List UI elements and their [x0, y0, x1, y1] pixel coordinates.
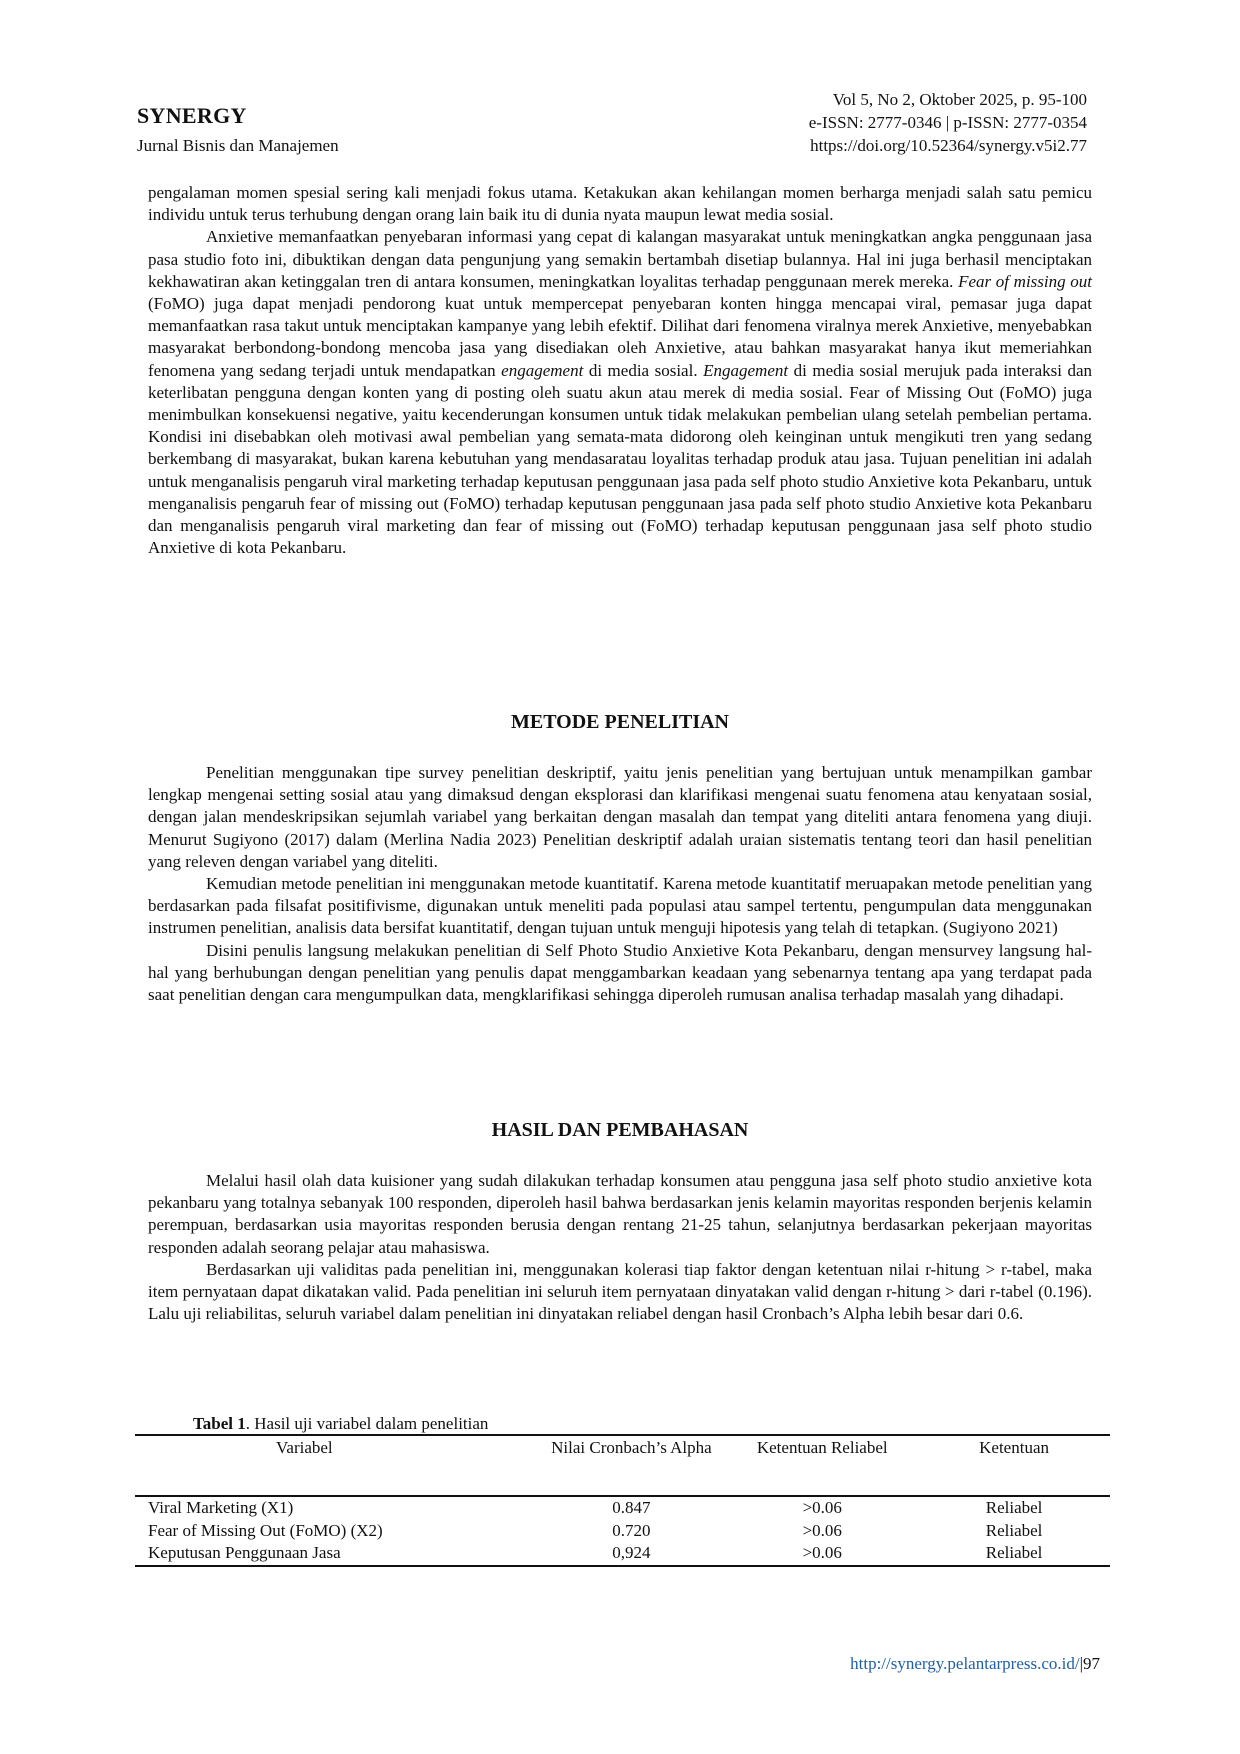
metode-paragraph-3: Disini penulis langsung melakukan penelitian di Self Photo Studio Anxietive Kota Pekanbaru, dengan mensurvey langsung hal-hal yang berhubungan dengan penelitian yang penulis dapat menggambarkan keadaan yang sebenarnya tentang apa yang terdapat pada saat penelitian dengan cara mengumpulkan data, mengklarifikasi sehingga diperoleh rumusan analisa terhadap masalah yang dihadapi. — [148, 940, 1092, 1005]
cell-alpha: 0.720 — [612, 1520, 651, 1540]
cell-variabel: Fear of Missing Out (FoMO) (X2) — [148, 1520, 383, 1540]
intro-paragraph-2 — [148, 226, 1092, 559]
header-variabel: Variabel — [276, 1438, 333, 1457]
hasil-heading: HASIL DAN PEMBAHASAN — [491, 1119, 749, 1141]
results-table — [135, 1434, 1110, 1567]
table-caption-label: Tabel 1 — [193, 1414, 246, 1433]
cell-ketentuan-reliabel: >0.06 — [802, 1543, 842, 1562]
metode-paragraph-2: Kemudian metode penelitian ini menggunakan metode kuantitatif. Karena metode kuantitatif meruapakan metode penelitian yang berdasarkan pada filsafat positifivisme, digunakan untuk meneliti pada populasi atau sampel tertentu, pengumpulan data menggunakan instrumen penelitian, analisis data bersifat kuantitatif, dengan tujuan untuk menguji hipotesis yang telah di tetapkan. (Sugiyono 2021) — [148, 874, 1092, 938]
journal-name: SYNERGY — [137, 103, 247, 128]
intro-p2-engagement2-italic: Engagement — [703, 360, 789, 380]
intro-p2-text-c: di media sosial. — [583, 360, 704, 380]
intro-section — [148, 182, 1092, 559]
cell-variabel: Viral Marketing (X1) — [148, 1498, 294, 1517]
table-caption — [193, 1413, 488, 1435]
intro-p2-engagement-italic: engagement — [501, 360, 584, 380]
journal-header-left — [137, 103, 339, 157]
cell-alpha: 0,924 — [612, 1543, 651, 1562]
cell-ketentuan-reliabel: >0.06 — [802, 1498, 842, 1517]
metode-section — [148, 762, 1092, 1006]
hasil-paragraph-1: Melalui hasil olah data kuisioner yang sudah dilakukan terhadap konsumen atau pengguna jasa self photo studio anxietive kota pekanbaru yang totalnya sebanyak 100 responden, diperoleh hasil bahwa berdasarkan jenis kelamin mayoritas responden berjenis kelamin perempuan, berdasarkan usia mayoritas responden berusia dengan rentang 21-25 tahun, selanjutnya berdasarkan pekerjaan mayoritas responden adalah seorang pelajar atau mahasiswa. — [148, 1171, 1092, 1257]
metode-paragraph-1: Penelitian menggunakan tipe survey penelitian deskriptif, yaitu jenis penelitian yang bertujuan untuk menampilkan gambar lengkap mengenai setting sosial atau yang dimaksud dengan eksplorasi dan klarifikasi mengenai suatu fenomena atau kenyataan sosial, dengan jalan mendeskripsikan sejumlah variabel yang berkaitan dengan masalah dan tempat yang diteliti antara fenomena yang diuji. Menurut Sugiyono (2017) dalam (Merlina Nadia 2023) Penelitian deskriptif adalah uraian sistematis tentang teori dan hasil penelitian yang releven dengan variabel yang diteliti. — [148, 763, 1092, 871]
cell-alpha: 0.847 — [612, 1498, 651, 1517]
cell-ketentuan: Reliabel — [985, 1520, 1043, 1540]
intro-p2-text-a: Anxietive memanfaatkan penyebaran informasi yang cepat di kalangan masyarakat untuk meningkatkan angka penggunaan jasa pasa studio foto ini, dibuktikan dengan data pengunjung yang semakin bertambah disetiap bulannya. Hal ini juga berhasil menciptakan kekhawatiran akan ketinggalan tren di antara konsumen, meningkatkan loyalitas terhadap penggunaan merek mereka. — [148, 227, 1092, 291]
header-cronbach-alpha: Nilai Cronbach’s Alpha — [551, 1438, 712, 1457]
intro-p2-text-d: di media sosial merujuk pada interaksi dan keterlibatan pengguna dengan konten yang di posting oleh suatu akun atau merek di media sosial. Fear of Missing Out (FoMO) juga menimbulkan konsekuensi negative, yaitu kecenderungan konsumen untuk tidak melakukan pembelian ulang setelah pembelian pertama. Kondisi ini disebabkan oleh motivasi awal pembelian yang semata-mata didorong oleh keinginan untuk mengikuti tren yang sedang berkembang di masyarakat, bukan karena kebutuhan yang mendasaratau loyalitas terhadap produk atau jasa. Tujuan penelitian ini adalah untuk menganalisis pengaruh viral marketing terhadap keputusan penggunaan jasa pada self photo studio Anxietive kota Pekanbaru, untuk menganalisis pengaruh fear of missing out (FoMO) terhadap keputusan penggunaan jasa pada self photo studio Anxietive kota Pekanbaru dan menganalisis pengaruh viral marketing dan fear of missing out (FoMO) terhadap keputusan penggunaan jasa self photo studio Anxietive di kota Pekanbaru. — [148, 360, 1093, 558]
doi-line[interactable]: https://doi.org/10.52364/synergy.v5i2.77 — [810, 136, 1087, 155]
results-table-wrapper — [135, 1434, 1110, 1567]
page-number: |97 — [1079, 1654, 1100, 1673]
table-row — [135, 1542, 1110, 1566]
table-row — [135, 1520, 1110, 1543]
intro-paragraph-1: pengalaman momen spesial sering kali menjadi fokus utama. Ketakukan akan kehilangan momen berharga menjadi salah satu pemicu individu untuk terus terhubung dengan orang lain baik itu di dunia nyata maupun lewat media sosial. — [148, 183, 1092, 225]
hasil-paragraph-2: Berdasarkan uji validitas pada penelitian ini, menggunakan kolerasi tiap faktor dengan ketentuan nilai r-hitung > r-tabel, maka item pernyataan dapat dikatakan valid. Pada penelitian ini seluruh item pernyataan dinyatakan valid dengan r-hitung > dari r-tabel (0.196). Lalu uji reliabilitas, seluruh variabel dalam penelitian ini dinyatakan reliabel dengan hasil Cronbach’s Alpha lebih besar dari 0.6. — [148, 1259, 1092, 1324]
table-header-row — [135, 1435, 1110, 1496]
issn-line: e-ISSN: 2777-0346 | p-ISSN: 2777-0354 — [808, 113, 1087, 132]
table-caption-text: . Hasil uji variabel dalam penelitian — [245, 1414, 489, 1433]
cell-ketentuan-reliabel: >0.06 — [802, 1520, 842, 1540]
cell-ketentuan: Reliabel — [985, 1498, 1043, 1517]
journal-subtitle: Jurnal Bisnis dan Manajemen — [137, 136, 339, 155]
page-footer — [850, 1653, 1100, 1675]
intro-p2-fomo-italic: Fear of missing out — [958, 271, 1093, 291]
header-ketentuan-reliabel: Ketentuan Reliabel — [756, 1438, 888, 1457]
hasil-section — [148, 1170, 1092, 1325]
cell-ketentuan: Reliabel — [985, 1543, 1043, 1562]
cell-variabel: Keputusan Penggunaan Jasa — [148, 1543, 341, 1562]
header-ketentuan: Ketentuan — [979, 1438, 1049, 1457]
table-row — [135, 1496, 1110, 1520]
journal-url-link[interactable]: http://synergy.pelantarpress.co.id/ — [850, 1654, 1080, 1673]
intro-p2-text-b: (FoMO) juga dapat menjadi pendorong kuat untuk mempercepat penyebaran konten hingga mencapai viral, pemasar juga dapat memanfaatkan rasa takut untuk menciptakan kampanye yang lebih efektif. Dilihat dari fenomena viralnya merek Anxietive, menyebabkan masyarakat berbondong-bondong mencoba jasa yang disediakan oleh Anxietive, atau bahkan masyarakat hanya ikut memeriahkan fenomena yang sedang terjadi untuk mendapatkan — [148, 294, 1092, 380]
volume-line: Vol 5, No 2, Oktober 2025, p. 95-100 — [832, 90, 1087, 109]
metode-heading: METODE PENELITIAN — [510, 711, 729, 733]
journal-header-right — [809, 88, 1087, 157]
